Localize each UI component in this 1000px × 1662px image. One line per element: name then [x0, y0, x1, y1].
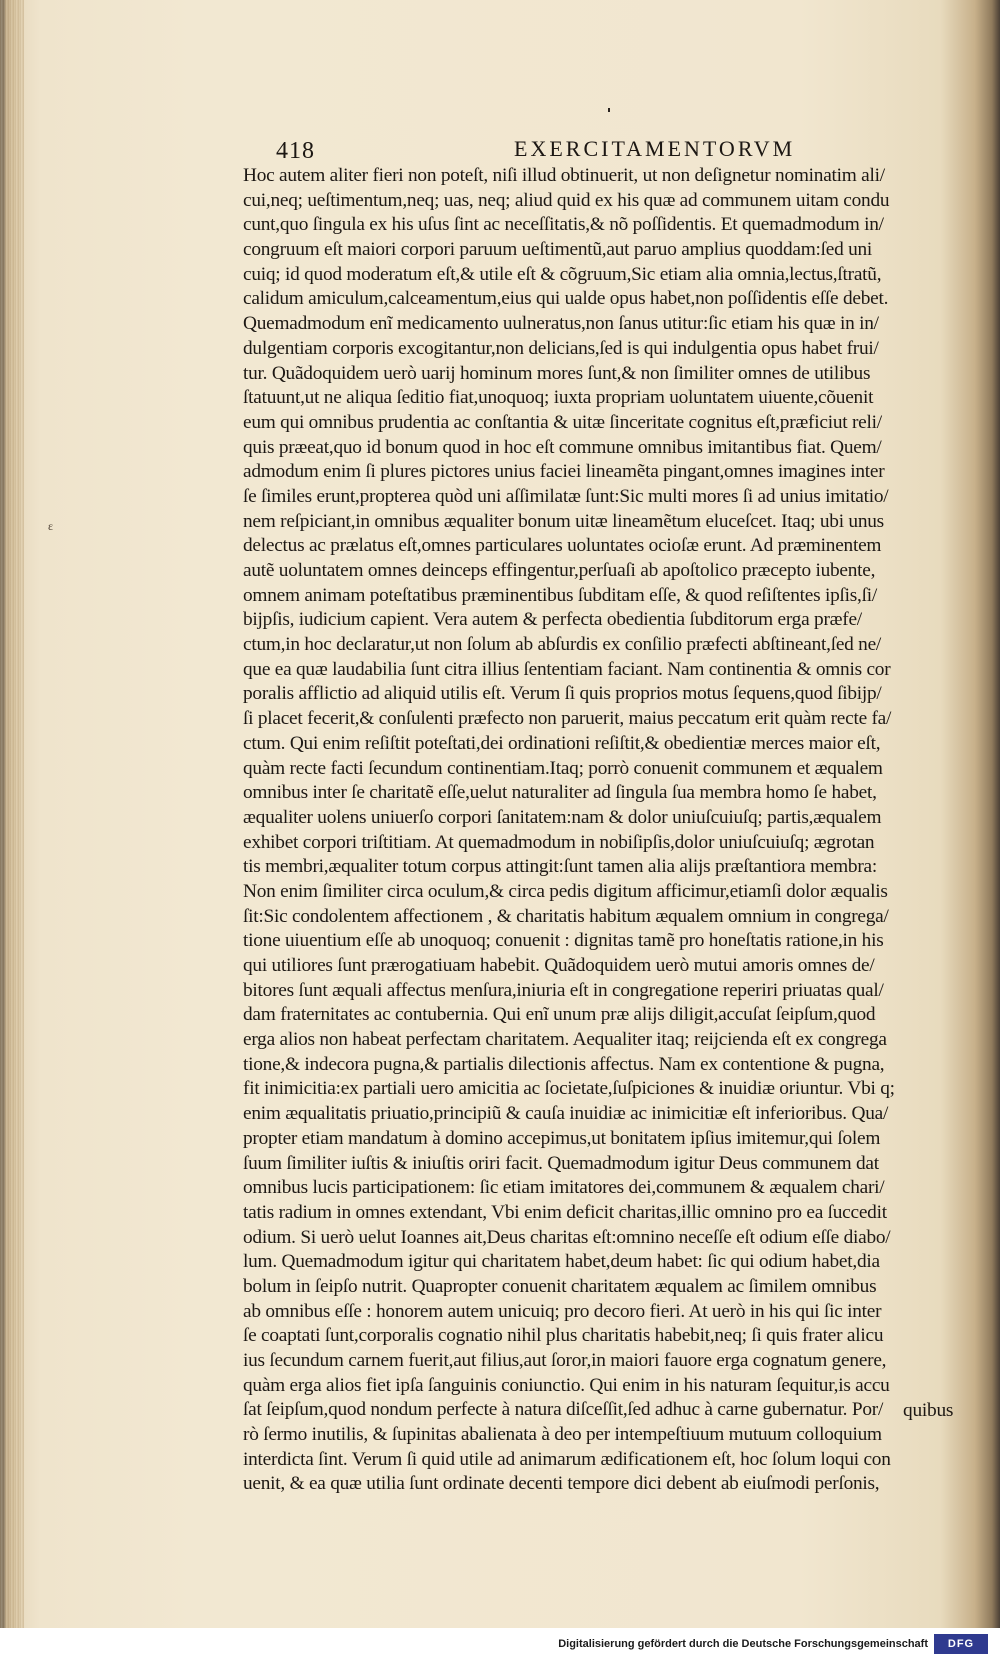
page-edges [0, 0, 24, 1628]
text-line: cunt,quo ſingula ex his uſus ſint ac neceſſitatis,& nõ poſſidentis. Et quemadmodum in/ [243, 214, 884, 236]
text-line: bolum in ſeipſo nutrit. Quapropter conuenit charitatem æqualem ac ſimilem omnibus [243, 1275, 877, 1297]
text-line: æqualiter uolens uniuerſo corpori ſanitatem:nam & dolor uniuſcuiuſq; partis,æqualem [243, 806, 882, 828]
text-line: ſe ſimiles erunt,propterea quòd uni aſſimilatæ ſunt:Sic multi mores ſi ad unius imitatio/ [243, 485, 889, 507]
text-line: admodum enim ſi plures pictores unius faciei lineamẽta pingant,omnes imagines inter [243, 461, 885, 483]
text-line: dulgentiam corporis excogitantur,non delicians,ſed is qui indulgentia opus habet frui/ [243, 337, 879, 359]
text-line: rò ſermo inutilis, & ſupinitas abalienata à deo per intempeſtiuum mutuum colloquium [243, 1424, 882, 1446]
text-line: lum. Quemadmodum igitur qui charitatem habet,deum habet: ſic qui odium habet,dia [243, 1251, 880, 1273]
text-line: eum qui omnibus prudentia ac conſtantia & uitæ ſinceritate cognitus eſt,præficiut reli/ [243, 411, 882, 433]
text-line: odium. Si uerò uelut Ioannes ait,Deus charitas eſt:omnino neceſſe eſt odium eſſe diabo/ [243, 1226, 891, 1248]
text-line: ſe coaptati ſunt,corporalis cognatio nihil plus charitatis habebit,neq; ſi quis frater alicu [243, 1325, 884, 1347]
text-line: tur. Quãdoquidem uerò uarij hominum mores ſunt,& non ſimiliter omnes de utilibus [243, 362, 871, 384]
text-line: erga alios non habeat perfectam charitatem. Aequaliter itaq; reijcienda eſt ex congrega [243, 1029, 887, 1051]
text-line: tis membri,æqualiter totum corpus attingit:ſunt tamen alia alijs præſtantiora membra: [243, 856, 878, 878]
text-line: omnem animam poteſtatibus præminentibus ſubditam eſſe, & quod reſiſtentes ipſis,ſi/ [243, 584, 878, 606]
text-line: qui utiliores ſunt prærogatiuam habebit. Quãdoquidem uerò mutui amoris omnes de/ [243, 955, 875, 976]
text-line: bitores ſunt æquali affectus menſura,iniuria eſt in congregatione reperiri priuatas qual/ [243, 979, 884, 1001]
text-line: ſtatuunt,ut ne aliqua ſeditio fiat,unoquoq; iuxta propriam uoluntatem uiuente,cõuenit [243, 387, 874, 409]
text-line: que ea quæ laudabilia ſunt citra illius ſententiam faciant. Nam continentia & omnis cor [243, 658, 891, 680]
text-line: quis præeat,quo id bonum quod in hoc eſt commune omnibus imitantibus fiat. Quem/ [243, 436, 882, 458]
text-line: enim æqualitatis priuatio,principiũ & cauſa inuidiæ ac inimicitiæ eſt inferioribus. Qua/ [243, 1103, 889, 1125]
footer-credit: Digitalisierung gefördert durch die Deutsche Forschungsgemeinschaft [558, 1638, 928, 1650]
text-line: ſi placet fecerit,& conſulenti præfecto non paruerit, maius peccatum erit quàm recte fa/ [243, 708, 892, 730]
text-line: Quemadmodum enĩ medicamento uulneratus,non ſanus utitur:ſic etiam his quæ in in/ [243, 313, 879, 335]
text-line: delectus ac prælatus eſt,omnes particulares uoluntates ocioſæ erunt. Ad præminentem [243, 535, 882, 557]
text-line: ſat ſeipſum,quod nondum perfecte à natura diſceſſit,ſed adhuc à carne gubernatur. Por/ [243, 1399, 884, 1421]
text-line: uenit, & ea quæ utilia ſunt ordinate decenti tempore dici debent ab eiuſmodi perſonis, [243, 1473, 880, 1495]
text-line: tione,& indecora pugna,& partialis dilectionis affectus. Nam ex contentione & pugna, [243, 1053, 885, 1075]
running-title: EXERCITAMENTORVM [514, 136, 796, 161]
text-line: omnibus lucis participationem: ſic etiam imitatores dei,communem & æqualem chari/ [243, 1177, 885, 1199]
footer-bar [0, 1628, 1000, 1662]
catchword: quibus [903, 1400, 954, 1421]
text-line: calidum amiculum,calceamentum,eius qui ualde opus habet,non poſſidentis eſſe debet. [243, 288, 889, 310]
text-line: ſit:Sic condolentem affectionem , & charitatis habitum æqualem omnium in congrega/ [243, 905, 889, 927]
text-line: ab omnibus eſſe : honorem autem unicuiq; pro decoro fieri. At uerò in his qui ſic inter [243, 1300, 882, 1322]
text-line: cuiq; id quod moderatum eſt,& utile eſt & cõgruum,Sic etiam alia omnia,lectus,ſtratũ, [243, 263, 882, 285]
text-line: ctum. Qui enim reſiſtit poteſtati,dei ordinationi reſiſtit,& obedientiæ merces maior eſt, [243, 732, 881, 754]
text-line: congruum eſt maiori corpori paruum ueſtimentũ,aut paruo amplius quoddam:ſed uni [243, 239, 873, 261]
text-line: Hoc autem aliter fieri non poteſt, niſi illud obtinuerit, ut non deſignetur nominatim ali/ [243, 165, 885, 186]
text-line: tione uiuentium eſſe ab unoquoq; conuenit : dignitas tamẽ pro honeſtatis ratione,in his [243, 930, 884, 952]
text-line: dam fraternitates ac contubernia. Qui enĩ unum præ alijs diligit,accuſat ſeipſum,quod [243, 1004, 876, 1026]
text-line: interdicta ſint. Verum ſi quid utile ad animarum ædificationem eſt, hoc ſolum loqui con [243, 1448, 891, 1470]
page-header [254, 132, 974, 162]
text-line: exhibet corpori triſtitiam. At quemadmodum in nobiſipſis,dolor uniuſcuiuſq; ægrotan [243, 831, 875, 853]
text-line: fit inimicitia:ex partiali uero amicitia ac ſocietate,ſuſpiciones & inuidiæ oriuntur. Vbi q; [243, 1078, 895, 1100]
text-line: poralis afflictio ad aliquid utilis eſt. Verum ſi quis proprios motus ſequens,quod ſibijp/ [243, 683, 882, 705]
text-line: Non enim ſimiliter circa oculum,& circa pedis digitum afficimur,etiamſi dolor æqualis [243, 880, 888, 902]
text-line: tatis radium in omnes extendant, Vbi enim deficit charitas,illic omnino pro ea ſuccedit [243, 1201, 887, 1223]
text-line: nem reſpiciant,in omnibus æqualiter bonum uitæ lineamẽtum eluceſcet. Itaq; ubi unus [243, 510, 884, 532]
page-number: 418 [276, 138, 315, 164]
text-line: quàm erga alios fiet ipſa ſanguinis coniunctio. Qui enim in his naturam ſequitur,is accu [243, 1374, 890, 1396]
text-line: ctum,in hoc declaratur,ut non ſolum ab abſurdis ex conſilio præfecti abſtineant,ſed ne/ [243, 634, 882, 656]
text-line: cui,neq; ueſtimentum,neq; uas, neq; aliud quid ex his quæ ad communem uitam condu [243, 189, 890, 211]
text-line: autẽ uoluntatem omnes deinceps effingentur,perſuaſi ab apoſtolico præcepto iubente, [243, 560, 876, 581]
text-line: ius ſecundum carnem fuerit,aut filius,aut ſoror,in maiori fauore erga cognatum genere, [243, 1350, 887, 1371]
text-line: quàm recte facti ſecundum continentiam.Itaq; porrò conuenit communem et æqualem [243, 757, 883, 779]
text-line: ſuum ſimiliter iuſtis & iniuſtis oriri facit. Quemadmodum igitur Deus communem dat [243, 1152, 879, 1174]
margin-mark: ε [48, 519, 54, 533]
text-line: bijpſis, iudicium capient. Vera autem & perfecta obedientia ſubditorum erga præfe/ [243, 609, 862, 631]
text-line: propter etiam mandatum à domino accepimus,ut bonitatem ipſius imitemur,qui ſolem [243, 1127, 881, 1149]
text-line: omnibus inter ſe charitatẽ eſſe,uelut naturaliter ad ſingula ſua membra homo ſe habet, [243, 782, 877, 804]
dfg-logo: DFG [934, 1634, 988, 1654]
body-text [243, 164, 973, 1497]
